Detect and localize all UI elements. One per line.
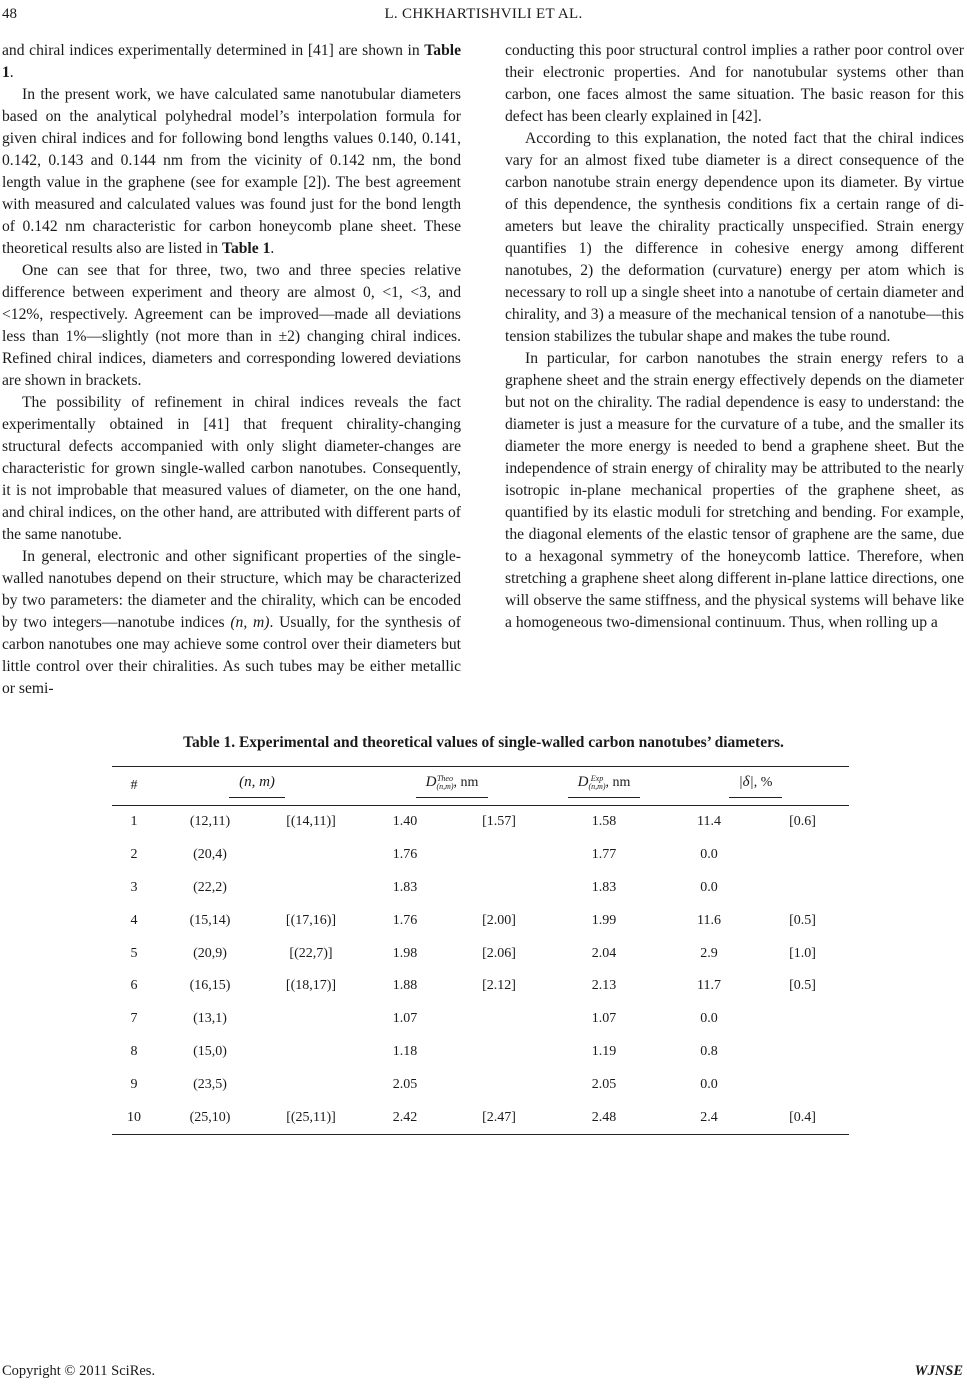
page-number: 48 — [2, 6, 17, 22]
table-cell: 6 — [130, 978, 138, 994]
table-cell: 1.18 — [392, 1043, 418, 1059]
table-cell: (20,4) — [193, 847, 227, 863]
table-cell: 2.42 — [392, 1109, 418, 1125]
table-cell: 1.99 — [591, 912, 617, 928]
body-columns — [2, 40, 964, 700]
paragraph: In particular, for carbon nanotubes the strain energy refers to a graphene sheet and the strain energy effectively depends on the diameter but not on the chirality. The radial dependence is easy to understand: the diameter is just a measure for the curvature of a tube, and the smaller its diameter the more energy is needed to bend a graphene sheet. But the independence of strain energy of chirality may be attributed to the nearly isotropic in-plane mechanical properties of the graphene sheet, as quantified by its elastic moduli for stretching and bending. For example, the diagonal elements of the elastic tensor of graphene are the same, due to a hexagonal symmetry of the honeycomb lattice. Therefore, when stretching a graphene sheet along different in-plane lattice directions, one will observe the same stiffness, and the physical systems will behave like a homogeneous two-dimensional continuum. Thus, when rolling up a — [505, 350, 964, 631]
table-cell: [2.06] — [482, 945, 516, 961]
table-cell: 1.07 — [591, 1011, 617, 1027]
right-column — [505, 40, 964, 700]
table-cell — [756, 872, 849, 905]
table-cell: (15,0) — [193, 1043, 227, 1059]
table-cell: 0.0 — [700, 1011, 718, 1027]
table-cell: 11.7 — [697, 978, 721, 994]
table-cell: 1.07 — [392, 1011, 418, 1027]
paragraph: and chiral indices experimentally determined in [41] are shown in Table 1. — [2, 42, 461, 81]
table-row — [112, 1003, 849, 1036]
table-cell: 2.05 — [591, 1076, 617, 1092]
table-cell: [2.47] — [482, 1109, 516, 1125]
table-cell: (23,5) — [193, 1076, 227, 1092]
table-cell: 2.4 — [700, 1109, 718, 1125]
table-cell: 1.40 — [392, 814, 418, 830]
table-row — [112, 839, 849, 872]
table-cell: 4 — [130, 912, 138, 928]
table-header-row — [112, 767, 849, 806]
running-head: L. CHKHARTISHVILI ET AL. — [384, 6, 583, 22]
page-header — [0, 6, 967, 30]
table-row — [112, 1036, 849, 1069]
left-column — [2, 40, 461, 700]
table-cell: 9 — [130, 1076, 138, 1092]
table-cell: (16,15) — [189, 978, 231, 994]
table-cell — [452, 872, 546, 905]
paragraph: conducting this poor structural control implies a rather poor control over their electronic properties. And for nanotubular systems other than carbon, one faces almost the same situation. The basic reason for this defect has been clearly explained in [42]. — [505, 42, 964, 125]
data-table — [112, 766, 849, 1135]
table-cell: 2.05 — [392, 1076, 418, 1092]
table-cell: [1.0] — [789, 945, 816, 961]
header-d-exp: D Exp (n,m) , nm — [546, 767, 662, 806]
paragraph: The possibility of refinement in chiral indices reveals the fact experimentally obtained in [41] that frequent chirality-changing structural defects accompanied with only slight diameter-changes are characteristic for grown single-walled carbon nanotubes. Consequently, it is not improbable that measured values of diameter, on the one hand, and chiral indices, on the other hand, are attributed with different parts of the same nanotube. — [2, 394, 461, 543]
paragraph: In the present work, we have calculated same nanotubular diameters based on the analytical polyhedral model’s interpolation formula for given chiral indices and for following bond lengths values 0.140, 0.141, 0.142, 0.143 and 0.144 nm from the vicinity of 0.142 nm, the bond length value in the graphene (see for example [2]). The best agreement with measured and calculated values was found just for the bond length of 0.142 nm characteristic for carbon honeycomb plane sheet. These theoretical results also are listed in Table 1. — [2, 86, 461, 257]
paragraph: According to this explanation, the noted fact that the chiral indices vary for an almost fixed tube diameter is a direct consequence of the carbon nanotube strain energy dependence upon its diameter. By virtue of this dependence, the synthesis conditions fix a certain range of diameters but leave the chirality practically unspecified. Strain energy quantifies 1) the difference in cohesive energy among different nanotubes, 2) the deformation (curvature) energy per atom which is necessary to roll up a single sheet into a nanotube of certain diameter and chirality, and 3) a measure of the mechanical tension of a nanotube—this tension stabilizes the tubular shape and makes the tube round. — [505, 130, 964, 345]
table-cell: 0.0 — [700, 1076, 718, 1092]
table-body — [112, 806, 849, 1134]
table-cell — [452, 839, 546, 872]
table-row — [112, 937, 849, 970]
table-cell: 1.98 — [392, 945, 418, 961]
table-cell — [264, 872, 358, 905]
header-num: # — [130, 778, 138, 793]
table-cell: [0.5] — [789, 978, 816, 994]
table-cell: 2 — [130, 847, 138, 863]
table-cell: [(17,16)] — [285, 912, 337, 928]
table-row — [112, 904, 849, 937]
table-cell: 1 — [130, 814, 138, 830]
table-cell: 11.4 — [697, 814, 721, 830]
table-cell: [0.5] — [789, 912, 816, 928]
table-cell: 8 — [130, 1043, 138, 1059]
copyright: Copyright © 2011 SciRes. — [2, 1363, 156, 1379]
table-cell — [264, 1036, 358, 1069]
table-cell — [452, 1036, 546, 1069]
table-cell — [264, 839, 358, 872]
header-nm: (n, m) — [156, 767, 358, 806]
table-row — [112, 1101, 849, 1134]
page-footer — [0, 1363, 967, 1383]
table-cell: 7 — [130, 1011, 138, 1027]
table-cell: [1.57] — [482, 814, 516, 830]
table-cell: [(25,11)] — [286, 1109, 336, 1125]
table-cell: 1.83 — [591, 879, 617, 895]
table-cell: 1.58 — [591, 814, 617, 830]
table-cell: 0.0 — [700, 879, 718, 895]
table-cell — [756, 839, 849, 872]
table-row — [112, 806, 849, 839]
table-cell: 1.83 — [392, 879, 418, 895]
table-cell: [0.4] — [789, 1109, 816, 1125]
table-cell: (20,9) — [193, 945, 227, 961]
table-cell: 2.13 — [591, 978, 617, 994]
table-cell: 2.48 — [591, 1109, 617, 1125]
table-cell: 0.0 — [700, 847, 718, 863]
table-cell: [2.00] — [482, 912, 516, 928]
table-cell: 0.8 — [700, 1043, 718, 1059]
table-cell: 10 — [127, 1109, 141, 1125]
table-cell — [264, 1003, 358, 1036]
table-cell: 1.88 — [392, 978, 418, 994]
table-cell — [452, 1068, 546, 1101]
table-cell: 2.9 — [700, 945, 718, 961]
table-cell: 1.76 — [392, 912, 418, 928]
table-cell: 1.77 — [591, 847, 617, 863]
table-cell: [(22,7)] — [289, 945, 333, 961]
table-cell: [2.12] — [482, 978, 516, 994]
table-cell: 3 — [130, 879, 138, 895]
table-cell — [452, 1003, 546, 1036]
table-cell: (22,2) — [193, 879, 227, 895]
table-cell: [(14,11)] — [286, 814, 336, 830]
math-nm: (n, m) — [230, 614, 270, 631]
table-row — [112, 970, 849, 1003]
table-row — [112, 1068, 849, 1101]
table-cell: [0.6] — [789, 814, 816, 830]
table-cell — [756, 1003, 849, 1036]
table-cell: (25,10) — [189, 1109, 231, 1125]
table-cell: 5 — [130, 945, 138, 961]
table-cell: 1.76 — [392, 847, 418, 863]
table-cell: (12,11) — [189, 814, 231, 830]
table-cell: 1.19 — [591, 1043, 617, 1059]
table-cell: (15,14) — [189, 912, 231, 928]
table-cell — [756, 1068, 849, 1101]
table-cell: 2.04 — [591, 945, 617, 961]
header-d-theo: D Theo (n,m) , nm — [358, 767, 546, 806]
table-cell: 11.6 — [697, 912, 721, 928]
paragraph: In general, electronic and other significant properties of the single-walled nanotubes depend on their structure, which may be characterized by two parameters: the diameter and the chirality, which can be encoded by two integers—nanotube indices (n, m). Usually, for the synthesis of carbon nanotubes one may achieve some control over their diameters but little control over their chiralities. As such tubes may be either metallic or semi- — [2, 548, 461, 697]
table-cell: [(18,17)] — [285, 978, 337, 994]
table-cell: (13,1) — [193, 1011, 227, 1027]
table-cell — [756, 1036, 849, 1069]
journal-name: WJNSE — [914, 1363, 963, 1379]
table-row — [112, 872, 849, 905]
header-delta: |δ|, % — [662, 767, 849, 806]
table-caption: Table 1. Experimental and theoretical values of single-walled carbon nanotubes’ diameters. — [183, 734, 784, 751]
table-cell — [264, 1068, 358, 1101]
paragraph: One can see that for three, two, two and three species relative difference between experiment and theory are almost 0, <1, <3, and <12%, respectively. Agreement can be improved—made all deviations less than 1%—slightly (not more than in ±2) changing chiral indices. Refined chiral indices, diameters and corresponding lowered deviations are shown in brackets. — [2, 262, 461, 389]
